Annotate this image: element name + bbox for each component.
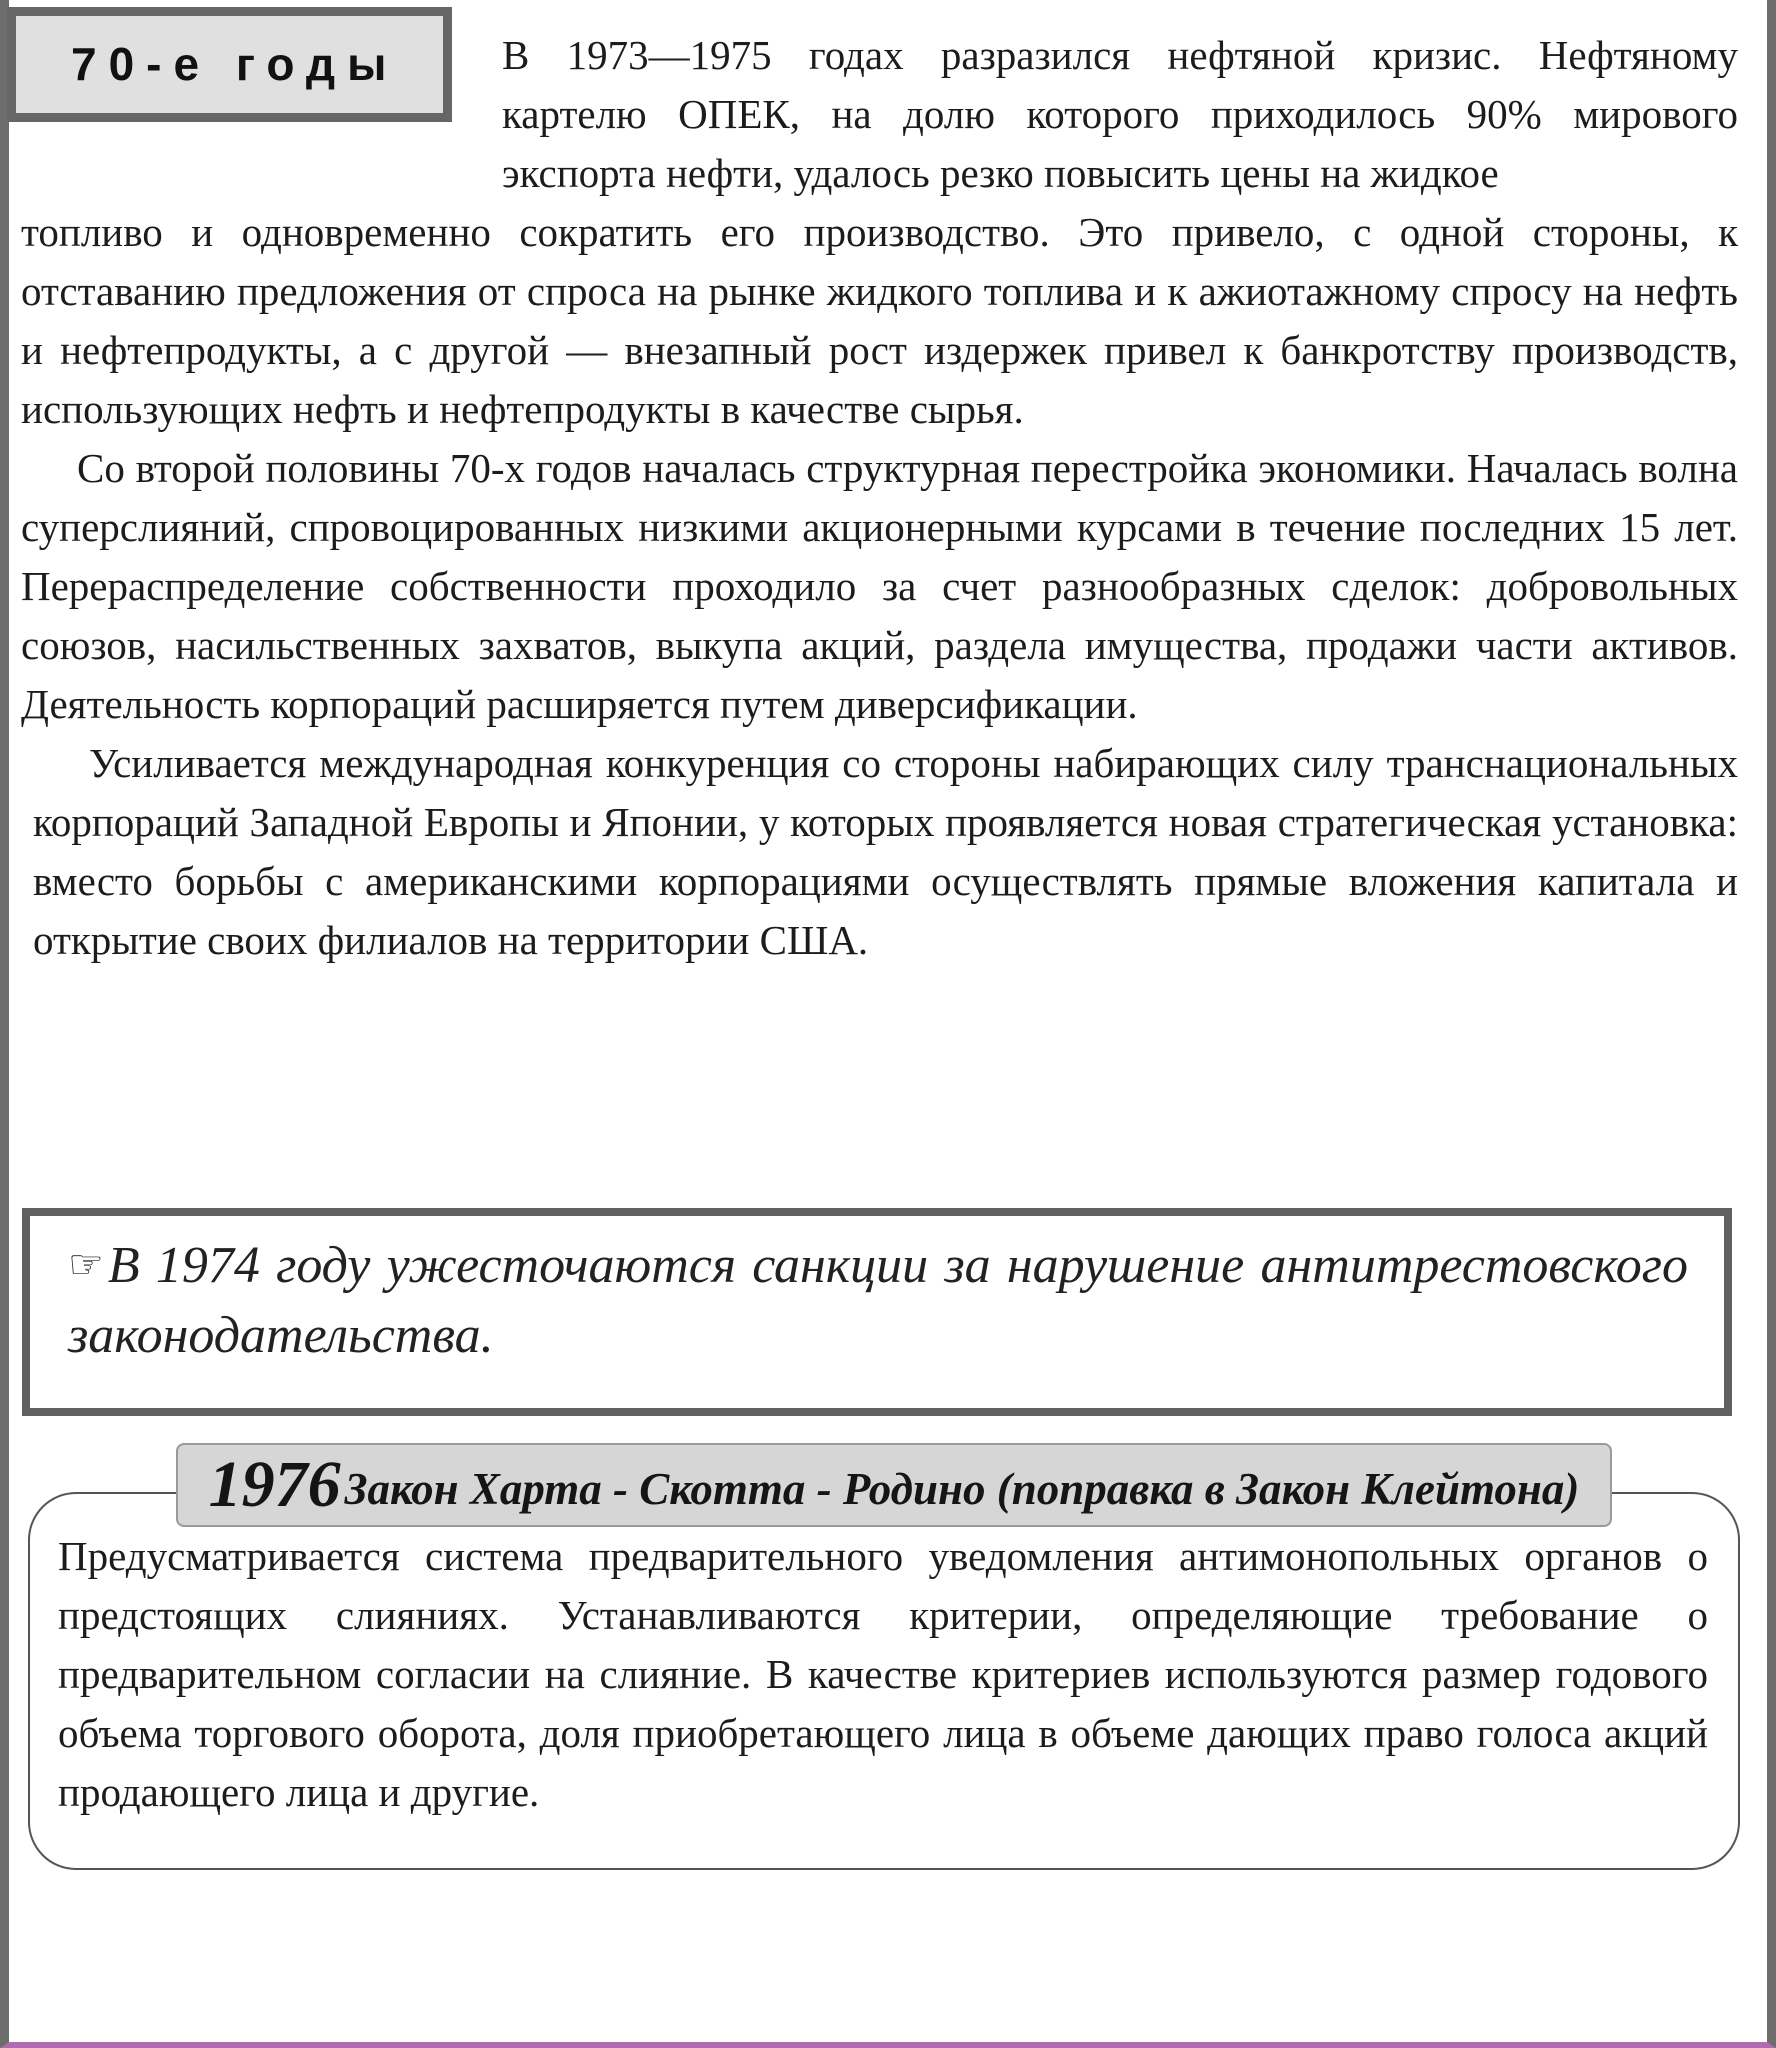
intro-lead-continuation: топливо и одновременно сократить его производство. Это привело, с одной стороны, к отставанию предложения от спроса на рынке жидкого топлива и к ажиотажному спросу на нефть и нефтепродукты, а с другой — внезапный рост издержек привел к банкротству производств, использующих нефть и нефтепродукты в качестве сырья. xyxy=(21,209,1738,432)
law-header xyxy=(176,1443,1612,1527)
note-text: В 1974 году ужесточаются санкции за нарушение антитрестовского законодательства. xyxy=(68,1237,1688,1364)
section-title: 70-е годы xyxy=(71,38,399,90)
intro-lead-line-3: экспорта нефти, удалось резко повысить цены на жидкое xyxy=(502,150,1499,196)
note-box xyxy=(22,1208,1732,1416)
law-year: 1976 xyxy=(208,1448,341,1521)
intro-lead-line-1: В 1973—1975 годах разразился нефтяной кризис. Нефтяному xyxy=(502,32,1738,78)
law-title: Закон Харта - Скотта - Родино (поправка в Закон Клейтона) xyxy=(344,1464,1580,1514)
intro-body xyxy=(21,203,1738,970)
section-title-inner xyxy=(16,16,443,113)
law-body: Предусматривается система предварительного уведомления антимонопольных органов о предстоящих слияниях. Устанавливаются критерии, определяющие требование о предварительном согласии на слияние. В качестве критериев используются размер годового объема торгового оборота, доля приобретающего лица в объеме дающих право голоса акций продающего лица и другие. xyxy=(58,1533,1708,1815)
intro-lead xyxy=(502,26,1738,203)
intro-lead-line-2: картелю ОПЕК, на долю которого приходилось 90% мирового xyxy=(502,91,1738,137)
note-text-wrap xyxy=(68,1230,1688,1371)
pointing-hand-icon: ☞ xyxy=(68,1242,104,1287)
section-title-box xyxy=(7,7,452,122)
intro-paragraph-3: Усиливается международная конкуренция со стороны набирающих силу транснациональных корпораций Западной Европы и Японии, у которых проявляется новая стратегическая установка: вместо борьбы с американскими корпорациями осуществлять прямые вложения капитала и открытие своих филиалов на территории США. xyxy=(33,740,1738,963)
intro-paragraph-2: Со второй половины 70-х годов началась структурная перестройка экономики. Началась волна суперслияний, спровоцированных низкими акционерными курсами в течение последних 15 лет. Перераспределение собственности проходило за счет разнообразных сделок: добровольных союзов, насильственных захватов, выкупа акций, раздела имущества, продажи части активов. Деятельность корпораций расширяется путем диверсификации. xyxy=(21,445,1738,727)
